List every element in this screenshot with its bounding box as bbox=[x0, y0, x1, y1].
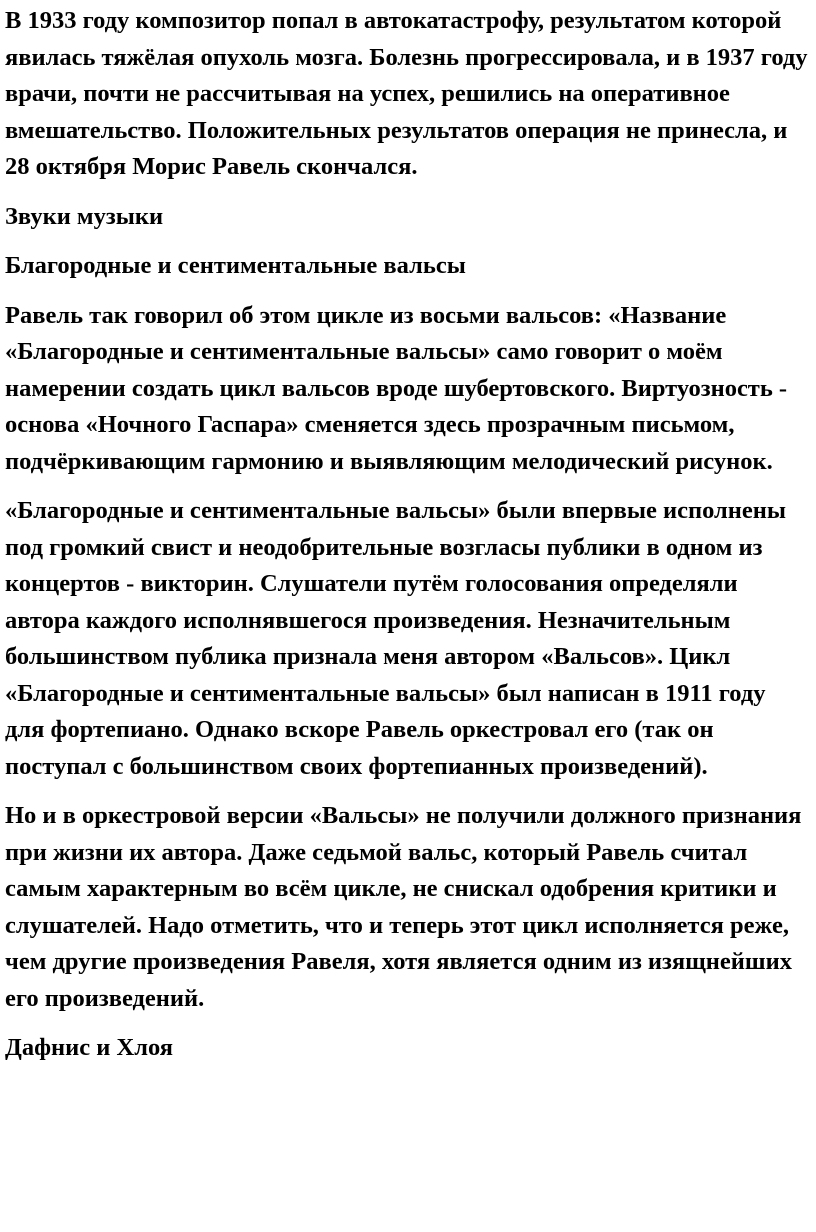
heading-noble-sentimental-waltzes: Благородные и сентиментальные вальсы bbox=[5, 252, 466, 279]
heading-sounds-of-music: Звуки музыки bbox=[5, 202, 164, 230]
paragraph-premiere: «Благородные и сентиментальные вальсы» были впервые исполнены под громкий свист и неодобрительные возгласы публики в одном из концертов - викторин. Слушатели путём голосования определяли автора каждого исполнявшегося произведения. Незначительным большинством публика признала меня автором «Вальсов». Цикл «Благородные и сентиментальные вальсы» был написан в 1911 году для фортепиано. Однако вскоре Равель оркестровал его (так он поступал с большинством своих фортепианных произведений). bbox=[5, 497, 787, 780]
paragraph-ravel-quote: Равель так говорил об этом цикле из восьми вальсов: «Название «Благородные и сентиментальные вальсы» само говорит о моём намерении создать цикл вальсов вроде шубертовского. Виртуозность - основа «Ночного Гаспара» сменяется здесь прозрачным письмом, подчёркивающим гармонию и выявляющим мелодический рисунок. bbox=[5, 301, 788, 475]
heading-daphnis-chloe: Дафнис и Хлоя bbox=[5, 1034, 174, 1061]
paragraph-orchestral-version: Но и в оркестровой версии «Вальсы» не получили должного признания при жизни их автора. Даже седьмой вальс, который Равель считал самым характерным во всём цикле, не снискал одобрения критики и слушателей. Надо отметить, что и теперь этот цикл исполняется реже, чем другие произведения Равеля, хотя является одним из изящнейших его произведений. bbox=[5, 802, 802, 1012]
paragraph-ravel-death: В 1933 году композитор попал в автокатастрофу, результатом которой явилась тяжёлая опухоль мозга. Болезнь прогрессировала, и в 1937 году врачи, почти не рассчитывая на успех, решились на оперативное вмешательство. Положительных результатов операция не принесла, и 28 октября Морис Равель скончался. bbox=[5, 7, 808, 180]
